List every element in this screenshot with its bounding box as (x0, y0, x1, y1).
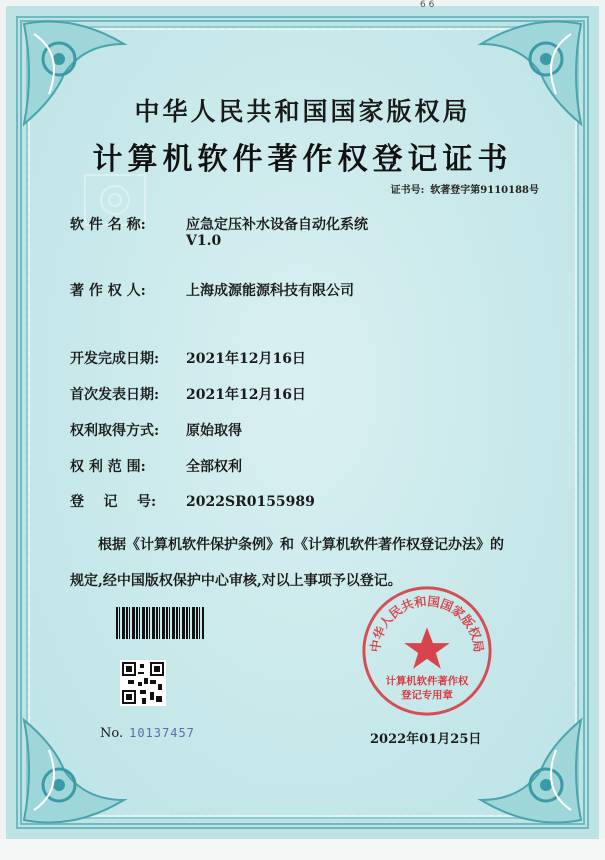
agency-title: 中华人民共和国国家版权局 (134, 97, 471, 126)
serial-label: No. (100, 726, 124, 741)
page-bottom-margin (0, 839, 605, 860)
software-name-row (70, 214, 368, 234)
completion-date-value: 2021年12月16日 (186, 351, 306, 367)
registration-number-row (70, 491, 315, 511)
seal-ring-text: 中华人民共和国国家版权局 (367, 593, 487, 654)
statement-line-2: 规定,经中国版权保护中心审核,对以上事项予以登记。 (70, 573, 402, 589)
cert-number-value: 软著登字第9110188号 (430, 185, 539, 196)
serial-number (100, 726, 195, 741)
acquire-method-label: 权利取得方式: (70, 423, 160, 439)
official-seal-icon (358, 582, 496, 720)
scope-label: 权 利 范 围: (70, 459, 146, 475)
acquire-method-row (70, 420, 242, 440)
registration-number-label: 登 记 号: (70, 494, 157, 510)
issue-date: 2022年01月25日 (370, 732, 482, 747)
qr-code-icon (120, 660, 166, 706)
certificate-title: 计算机软件著作权登记证书 (92, 142, 513, 177)
statement-line-1: 根据《计算机软件保护条例》和《计算机软件著作权登记办法》的 (98, 537, 504, 553)
cert-number-label: 证书号: (390, 185, 425, 196)
software-version-value: V1.0 (186, 233, 222, 249)
software-name-value: 应急定压补水设备自动化系统 (186, 217, 368, 233)
corner-ornament-icon (471, 710, 591, 830)
owner-value: 上海成源能源科技有限公司 (186, 283, 354, 299)
publish-date-label: 首次发表日期: (70, 387, 160, 403)
publish-date-value: 2021年12月16日 (186, 387, 306, 403)
publish-date-row (70, 384, 306, 404)
owner-row (70, 280, 354, 300)
barcode-icon (116, 607, 204, 639)
top-note: 6 6 (420, 0, 435, 10)
software-name-label: 软 件 名 称: (70, 217, 146, 233)
seal-line-1: 计算机软件著作权 (385, 675, 469, 688)
completion-date-row (70, 348, 306, 368)
completion-date-label: 开发完成日期: (70, 351, 160, 367)
acquire-method-value: 原始取得 (186, 423, 242, 439)
serial-number-value: 10137457 (129, 726, 195, 740)
seal-line-2: 登记专用章 (401, 689, 453, 702)
scope-value: 全部权利 (186, 459, 242, 475)
registration-number-value: 2022SR0155989 (186, 494, 315, 510)
owner-label: 著 作 权 人: (70, 283, 146, 299)
certificate-number (391, 181, 539, 196)
scope-row (70, 456, 242, 476)
